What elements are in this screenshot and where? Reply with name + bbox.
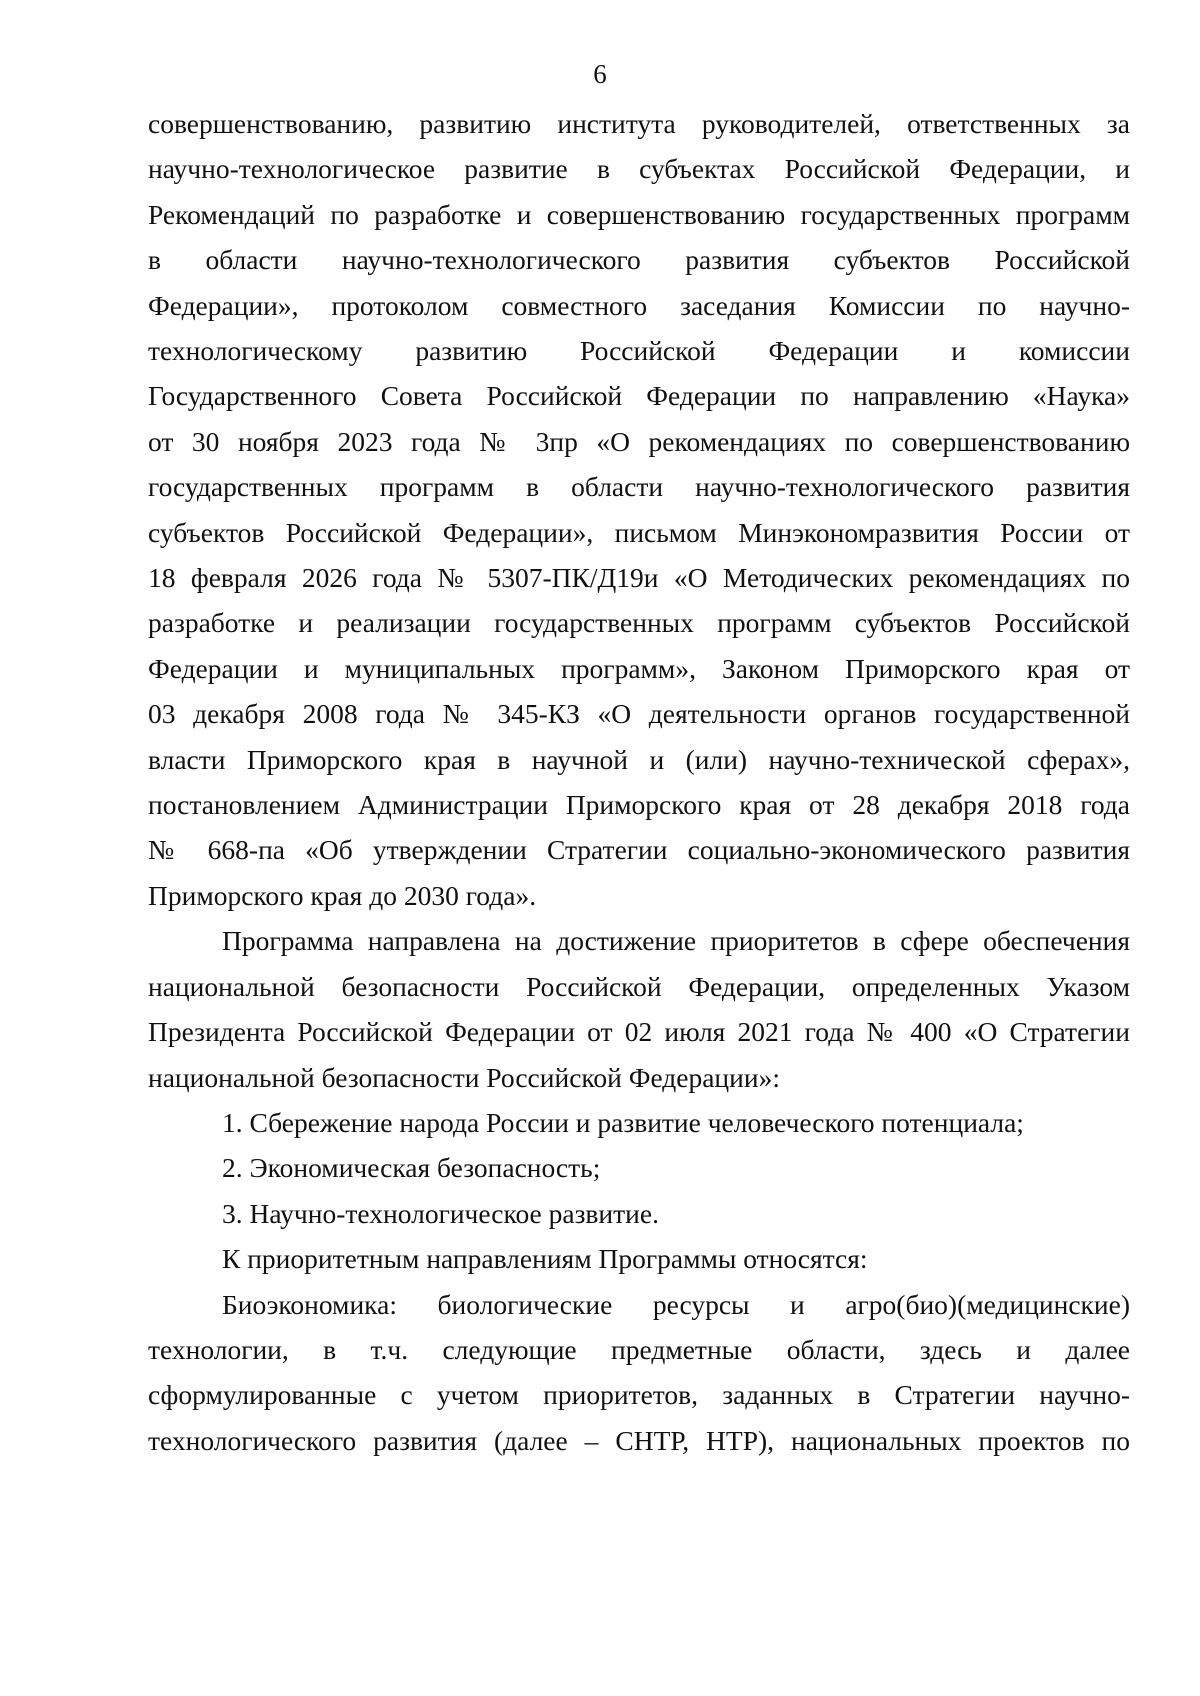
list-item: 1. Сбережение народа России и развитие человеческого потенциала; — [222, 1107, 1024, 1138]
text-line: власти Приморского края в научной и (или) научно-технической сферах», — [148, 744, 1130, 775]
text-line: № 668-па «Об утверждении Стратегии социально-экономического развития — [148, 834, 1130, 865]
text-line: субъектов Российской Федерации», письмом Минэкономразвития России от — [148, 517, 1130, 548]
list-item: 2. Экономическая безопасность; — [222, 1152, 601, 1183]
text-line: Государственного Совета Российской Федерации по направлению «Наука» — [148, 380, 1130, 411]
text-line: в области научно-технологического развития субъектов Российской — [148, 244, 1130, 275]
page-number: 6 — [593, 59, 607, 89]
text-line: Программа направлена на достижение приоритетов в сфере обеспечения — [222, 925, 1130, 956]
text-line: Приморского края до 2030 года». — [148, 880, 537, 911]
text-line: технологическому развитию Российской Федерации и комиссии — [148, 335, 1130, 366]
text-line: национальной безопасности Российской Федерации, определенных Указом — [148, 971, 1130, 1002]
text-line: национальной безопасности Российской Федерации»: — [148, 1062, 780, 1093]
text-line: Президента Российской Федерации от 02 июля 2021 года № 400 «О Стратегии — [148, 1016, 1130, 1047]
text-line: Федерации и муниципальных программ», Законом Приморского края от — [148, 653, 1130, 684]
text-line: Рекомендаций по разработке и совершенствованию государственных программ — [148, 199, 1130, 230]
text-line: 03 декабря 2008 года № 345-КЗ «О деятельности органов государственной — [148, 698, 1130, 729]
text-line: технологического развития (далее – СНТР, НТР), национальных проектов по — [148, 1425, 1130, 1456]
text-line: Федерации», протоколом совместного заседания Комиссии по научно- — [148, 290, 1130, 321]
text-line: научно-технологическое развитие в субъектах Российской Федерации, и — [148, 153, 1130, 184]
text-line: от 30 ноября 2023 года № 3пр «О рекомендациях по совершенствованию — [148, 426, 1130, 457]
text-line: сформулированные с учетом приоритетов, заданных в Стратегии научно- — [148, 1379, 1130, 1410]
text-line: разработке и реализации государственных программ субъектов Российской — [148, 607, 1130, 638]
text-line: Биоэкономика: биологические ресурсы и агро(био)(медицинские) — [222, 1289, 1130, 1320]
list-item: 3. Научно-технологическое развитие. — [222, 1198, 659, 1229]
text-line: К приоритетным направлениям Программы относятся: — [222, 1243, 868, 1274]
text-line: совершенствованию, развитию института руководителей, ответственных за — [148, 108, 1130, 139]
text-line: технологии, в т.ч. следующие предметные области, здесь и далее — [148, 1334, 1130, 1365]
text-line: 18 февраля 2026 года № 5307-ПК/Д19и «О Методических рекомендациях по — [148, 562, 1130, 593]
text-line: государственных программ в области научно-технологического развития — [148, 471, 1130, 502]
text-line: постановлением Администрации Приморского края от 28 декабря 2018 года — [148, 789, 1130, 820]
